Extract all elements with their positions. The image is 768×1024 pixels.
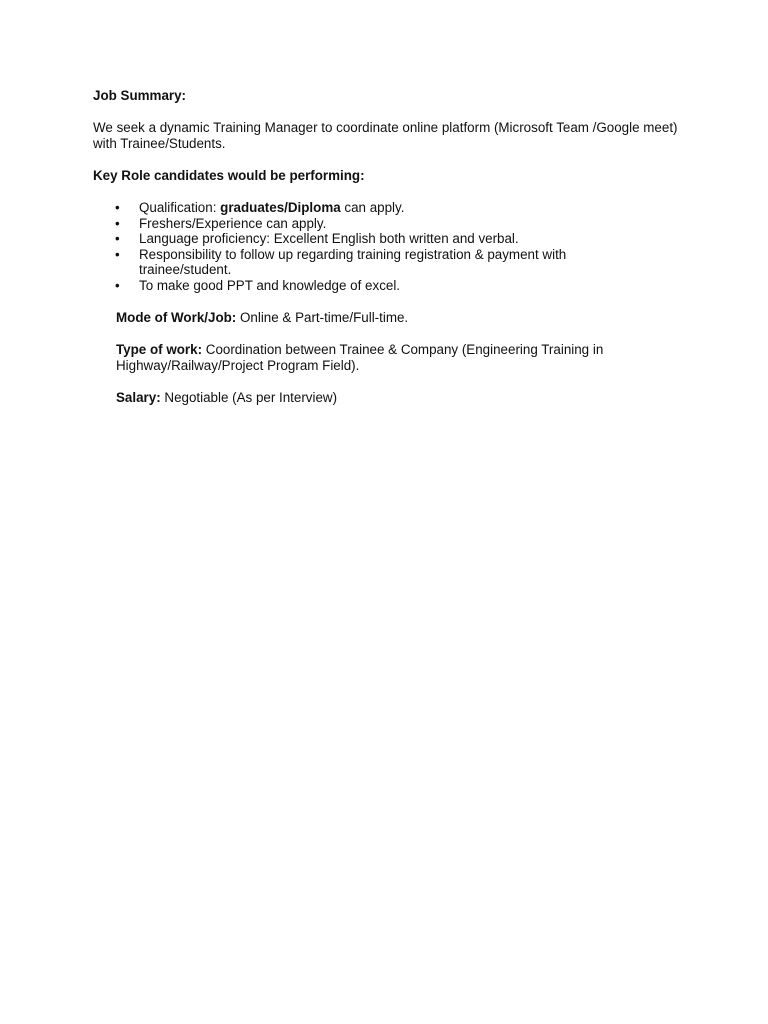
type-of-work-label: Type of work: [116, 342, 203, 357]
bullet-icon: • [115, 215, 120, 231]
list-item [93, 216, 653, 232]
list-item [93, 200, 653, 216]
list-item [93, 231, 653, 247]
list-item [93, 278, 653, 294]
mode-of-work [116, 310, 676, 326]
salary-value: Negotiable (As per Interview) [160, 390, 338, 405]
type-of-work [116, 342, 676, 373]
key-role-list [93, 200, 653, 293]
bullet-icon: • [115, 231, 120, 246]
mode-of-work-label: Mode of Work/Job: [116, 310, 237, 325]
list-item-text-end: can apply. [340, 200, 405, 215]
list-item [93, 247, 653, 278]
bullet-icon: • [115, 200, 120, 215]
list-item-text: To make good PPT and knowledge of excel. [139, 277, 401, 293]
bullet-icon: • [115, 277, 120, 293]
list-item-emphasis: graduates/Diploma [220, 200, 341, 215]
list-item-text: Language proficiency: Excellent English both written and verbal. [139, 231, 519, 246]
type-of-work-value: Coordination between Trainee & Company (Engineering Training in Highway/Railway/Project Program Field). [116, 342, 604, 373]
list-item-text: Freshers/Experience can apply. [139, 215, 327, 231]
mode-of-work-value: Online & Part-time/Full-time. [236, 310, 409, 325]
key-role-heading: Key Role candidates would be performing: [93, 168, 365, 183]
salary [116, 390, 676, 406]
bullet-icon: • [115, 246, 120, 262]
list-item-text: Responsibility to follow up regarding training registration & payment with trainee/student. [139, 246, 567, 277]
salary-label: Salary: [116, 390, 161, 405]
job-summary-heading: Job Summary: [93, 88, 187, 103]
job-summary-text: We seek a dynamic Training Manager to coordinate online platform (Microsoft Team /Google meet) with Trainee/Students. [93, 120, 678, 151]
list-item-text: Qualification: [139, 200, 221, 215]
